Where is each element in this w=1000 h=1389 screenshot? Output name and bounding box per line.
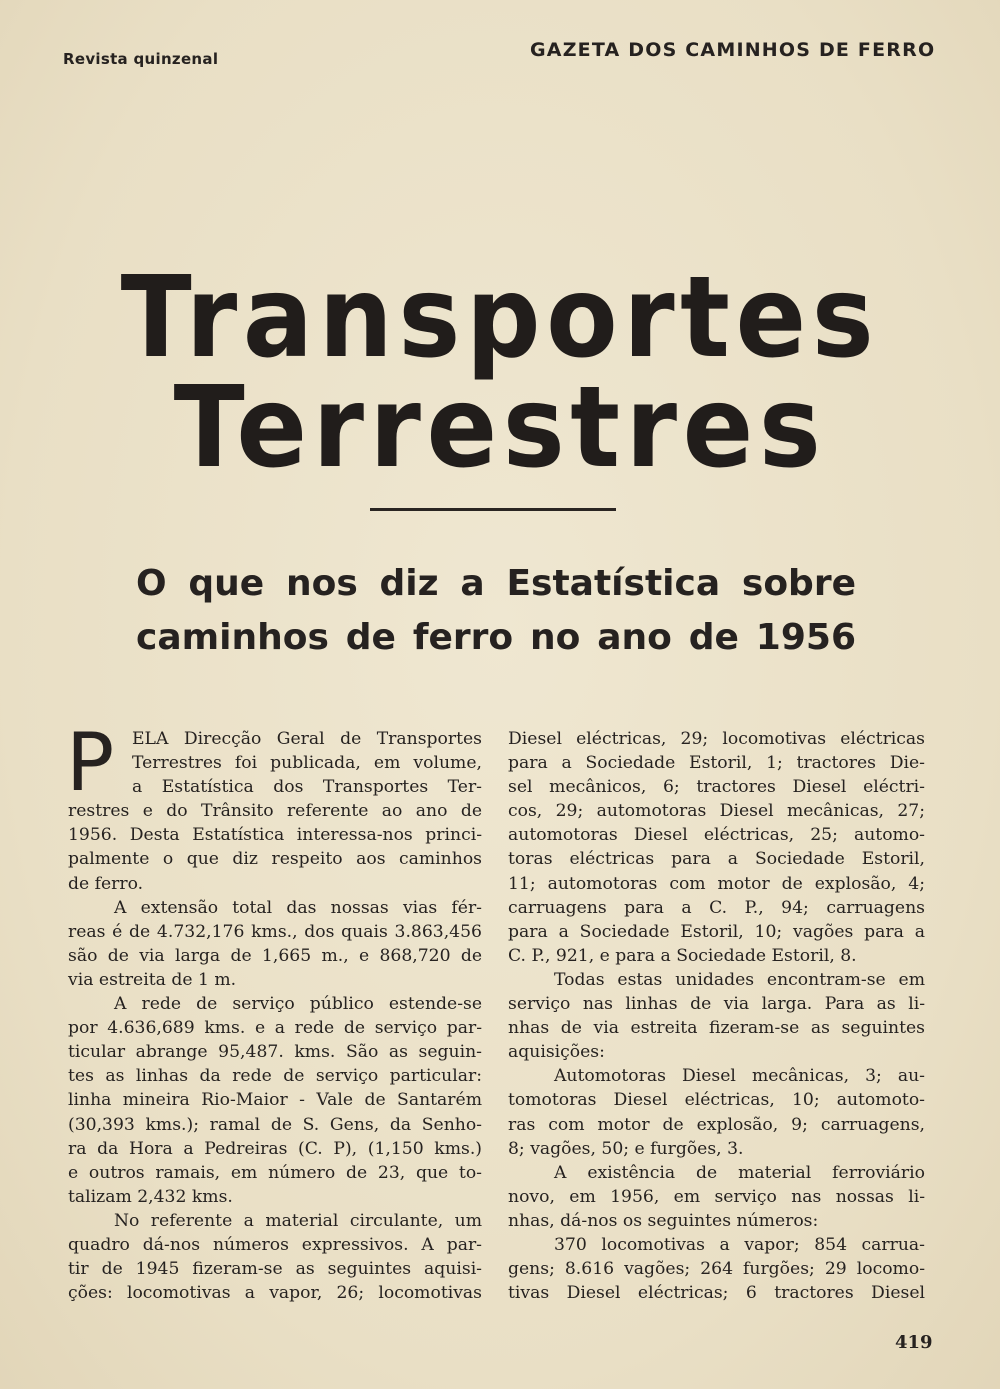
text-line: Automotoras Diesel mecânicas, 3; au- (554, 1066, 925, 1087)
article-title-line-2: Terrestres (173, 363, 827, 493)
subtitle-line-2: caminhos de ferro no ano de 1956 (136, 617, 856, 658)
page-number: 419 (895, 1332, 933, 1353)
text-line: tomotoras Diesel eléctricas, 10; automoto- (508, 1090, 925, 1111)
text-line: (30,393 kms.); ramal de S. Gens, da Senho- (68, 1114, 482, 1135)
text-line: Terrestres foi publicada, em volume, (132, 753, 482, 774)
text-line: via estreita de 1 m. (68, 969, 237, 990)
text-line: sel mecânicos, 6; tractores Diesel eléctri- (508, 777, 925, 798)
text-line: nhas de via estreita fizeram-se as seguintes (508, 1018, 925, 1039)
right-text-column (508, 727, 925, 1305)
text-line: ELA Direcção Geral de Transportes (132, 729, 482, 749)
text-line: serviço nas linhas de via larga. Para as li- (508, 994, 925, 1015)
text-line: A rede de serviço público estende-se (114, 994, 482, 1015)
article-title-line-1: Transportes (120, 253, 880, 383)
paragraph (508, 968, 925, 1064)
text-line: palmente o que diz respeito aos caminhos (68, 849, 482, 870)
title-divider (370, 508, 616, 511)
paragraph (68, 992, 482, 1209)
text-line: cos, 29; automotoras Diesel mecânicas, 27; (508, 801, 925, 822)
text-line: 1956. Desta Estatística interessa-nos princi- (68, 825, 482, 846)
text-line: toras eléctricas para a Sociedade Estoril, (508, 849, 925, 870)
text-line: restres e do Trânsito referente ao ano de (68, 801, 482, 822)
text-line: novo, em 1956, em serviço nas nossas li- (508, 1186, 925, 1207)
running-header-journal-title: GAZETA DOS CAMINHOS DE FERRO (530, 39, 936, 61)
text-line: tivas Diesel eléctricas; 6 tractores Diesel (508, 1283, 925, 1304)
text-line: 11; automotoras com motor de explosão, 4; (508, 873, 925, 894)
text-line: tir de 1945 fizeram-se as seguintes aquisi- (68, 1259, 482, 1280)
text-line: de ferro. (68, 873, 144, 894)
text-line: automotoras Diesel eléctricas, 25; automo- (508, 825, 925, 846)
paragraph (508, 1233, 925, 1305)
text-line: nhas, dá-nos os seguintes números: (508, 1210, 819, 1231)
text-line: C. P., 921, e para a Sociedade Estoril, 8. (508, 945, 857, 966)
text-line: para a Sociedade Estoril, 10; vagões para a (508, 921, 925, 942)
text-line: são de via larga de 1,665 m., e 868,720 de (68, 945, 482, 966)
text-line: aquisições: (508, 1042, 605, 1063)
text-line: A extensão total das nossas vias fér- (114, 897, 482, 918)
text-line: Todas estas unidades encontram-se em (554, 969, 925, 990)
left-text-column (66, 716, 482, 1305)
text-line: ra da Hora a Pedreiras (C. P), (1,150 kms.) (68, 1138, 482, 1159)
text-line: 8; vagões, 50; e furgões, 3. (508, 1138, 744, 1159)
text-line: por 4.636,689 kms. e a rede de serviço par- (68, 1018, 482, 1039)
text-line: 370 locomotivas a vapor; 854 carrua- (554, 1234, 925, 1255)
text-line: Diesel eléctricas, 29; locomotivas eléctricas (508, 729, 925, 749)
text-line: talizam 2,432 kms. (68, 1186, 233, 1207)
text-line: tes as linhas da rede de serviço particular: (68, 1066, 482, 1087)
text-line: ras com motor de explosão, 9; carruagens, (508, 1114, 925, 1135)
text-line: carruagens para a C. P., 94; carruagens (508, 897, 925, 918)
running-header-left: Revista quinzenal (63, 50, 219, 68)
text-line: quadro dá-nos números expressivos. A par- (68, 1234, 482, 1255)
paragraph (68, 896, 482, 992)
text-line: e outros ramais, em número de 23, que to- (68, 1162, 482, 1183)
drop-cap: P (66, 716, 115, 809)
text-line: A existência de material ferroviário (554, 1162, 925, 1183)
paragraph (68, 1209, 482, 1305)
text-line: ções: locomotivas a vapor, 26; locomotivas (68, 1283, 482, 1304)
paragraph (508, 1064, 925, 1160)
text-line: linha mineira Rio-Maior - Vale de Santarém (68, 1090, 482, 1111)
text-line: reas é de 4.732,176 kms., dos quais 3.863,456 (68, 921, 482, 942)
subtitle-line-1: O que nos diz a Estatística sobre (136, 563, 856, 604)
text-line: ticular abrange 95,487. kms. São as seguin- (68, 1042, 482, 1063)
text-line: a Estatística dos Transportes Ter- (132, 777, 482, 798)
paragraph (508, 727, 925, 968)
text-line: No referente a material circulante, um (114, 1210, 482, 1231)
paragraph (66, 716, 482, 896)
paragraph (508, 1161, 925, 1233)
text-line: gens; 8.616 vagões; 264 furgões; 29 locomo- (508, 1259, 925, 1280)
text-line: para a Sociedade Estoril, 1; tractores Die- (508, 753, 925, 774)
